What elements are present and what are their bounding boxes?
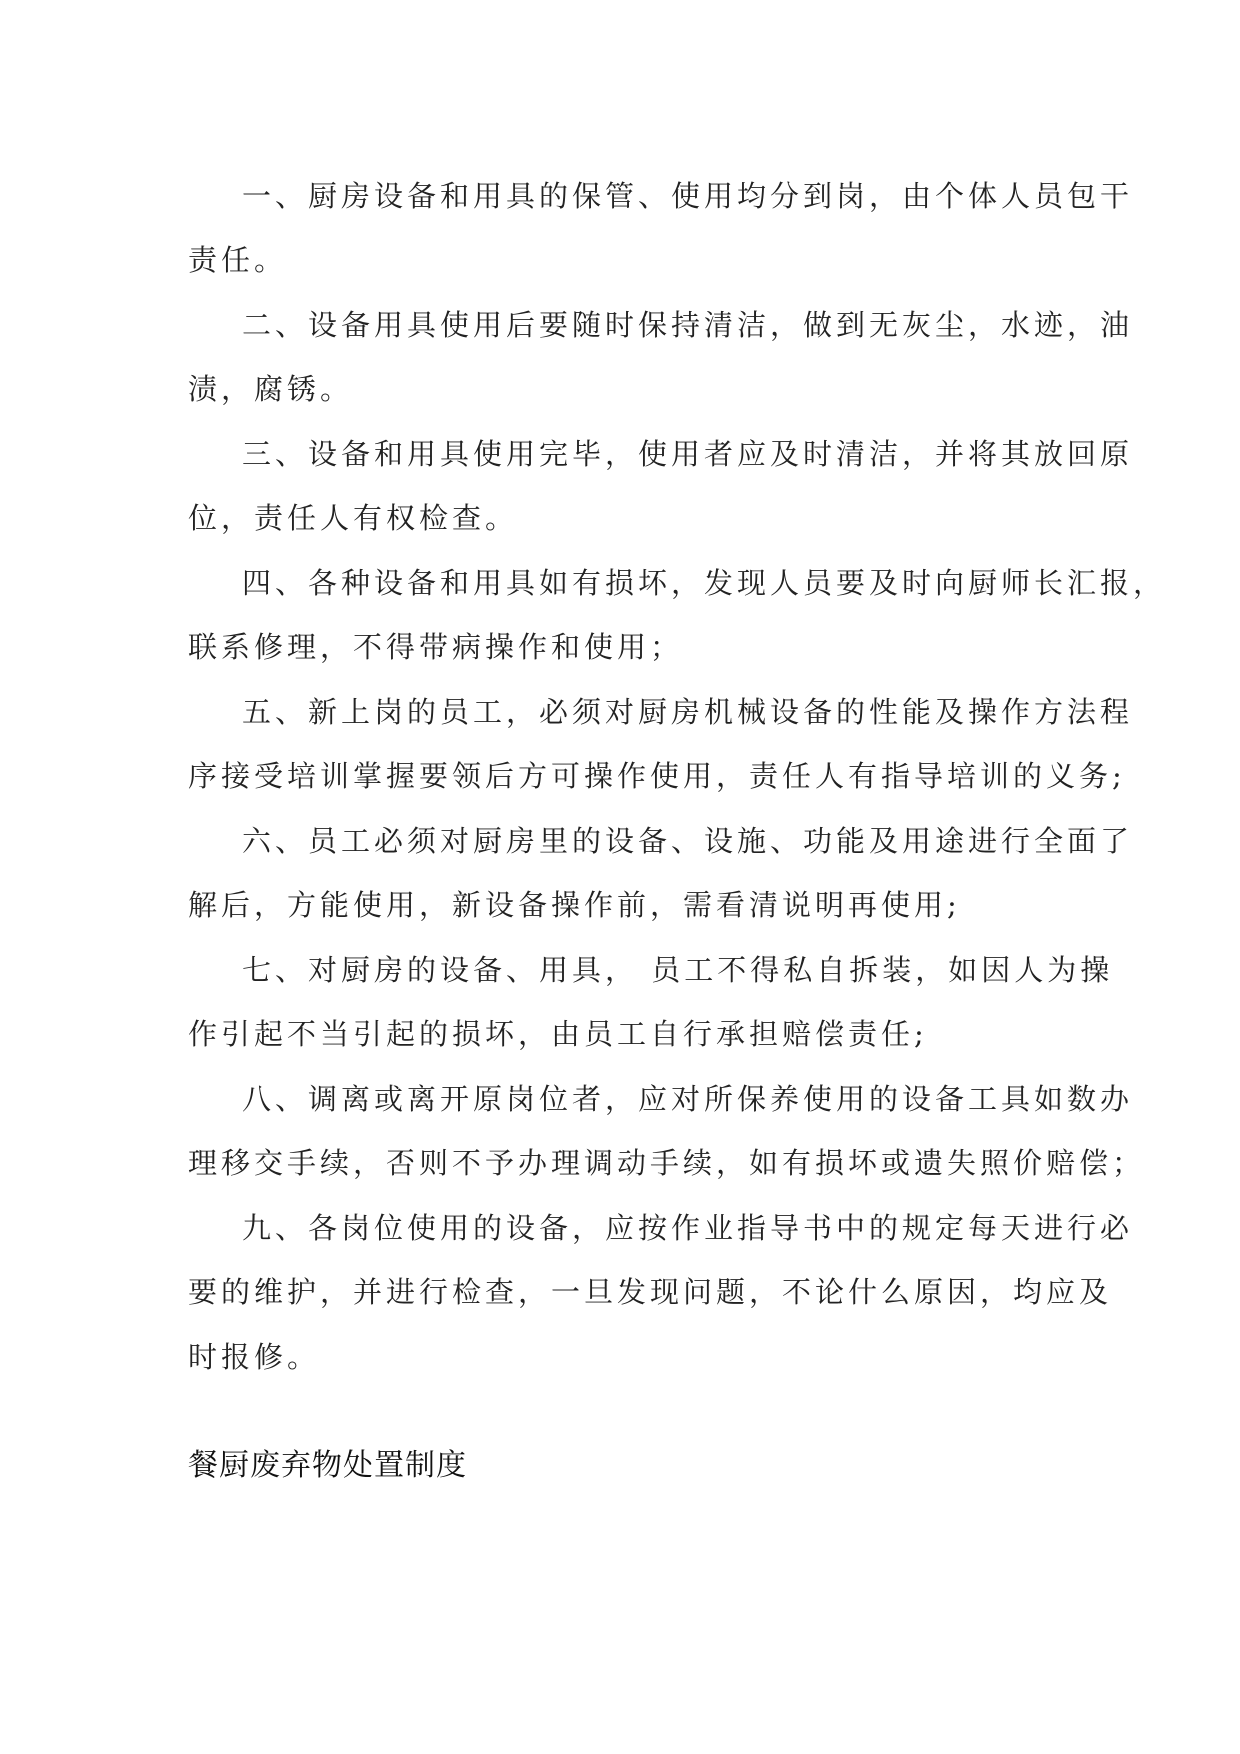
paragraph-8-line-1: 八、调离或离开原岗位者，应对所保养使用的设备工具如数办 [242,1082,1134,1116]
paragraph-6-line-1: 六、员工必须对厨房里的设备、设施、功能及用途进行全面了 [242,824,1134,858]
paragraph-1-line-2: 责任。 [188,243,288,277]
paragraph-3-line-2: 位，责任人有权检查。 [188,501,519,535]
paragraph-4-line-1: 四、各种设备和用具如有损坏，发现人员要及时向厨师长汇报， [242,566,1167,600]
paragraph-7-line-1: 七、对厨房的设备、用具， 员工不得私自拆装，如因人为操 [242,953,1114,987]
paragraph-8-line-2: 理移交手续，否则不予办理调动手续，如有损坏或遗失照价赔偿； [188,1146,1146,1180]
paragraph-2-line-1: 二、设备用具使用后要随时保持清洁，做到无灰尘，水迹，油 [242,308,1134,342]
paragraph-1-line-1: 一、厨房设备和用具的保管、使用均分到岗，由个体人员包干 [242,179,1134,213]
paragraph-4-line-2: 联系修理，不得带病操作和使用； [188,630,684,664]
paragraph-6-line-2: 解后，方能使用，新设备操作前，需看清说明再使用; [188,888,961,922]
paragraph-9-line-2: 要的维护，并进行检查，一旦发现问题，不论什么原因，均应及 [188,1275,1113,1309]
paragraph-3-line-1: 三、设备和用具使用完毕，使用者应及时清洁，并将其放回原 [242,437,1134,471]
paragraph-7-line-2: 作引起不当引起的损坏，由员工自行承担赔偿责任; [188,1017,928,1051]
paragraph-5-line-2: 序接受培训掌握要领后方可操作使用，责任人有指导培训的义务; [188,759,1126,793]
paragraph-5-line-1: 五、新上岗的员工，必须对厨房机械设备的性能及操作方法程 [242,695,1134,729]
paragraph-2-line-2: 渍，腐锈。 [188,372,354,406]
paragraph-9-line-1: 九、各岗位使用的设备，应按作业指导书中的规定每天进行必 [242,1211,1134,1245]
section-heading: 餐厨废弃物处置制度 [188,1448,467,1483]
paragraph-9-line-3: 时报修。 [188,1340,321,1374]
